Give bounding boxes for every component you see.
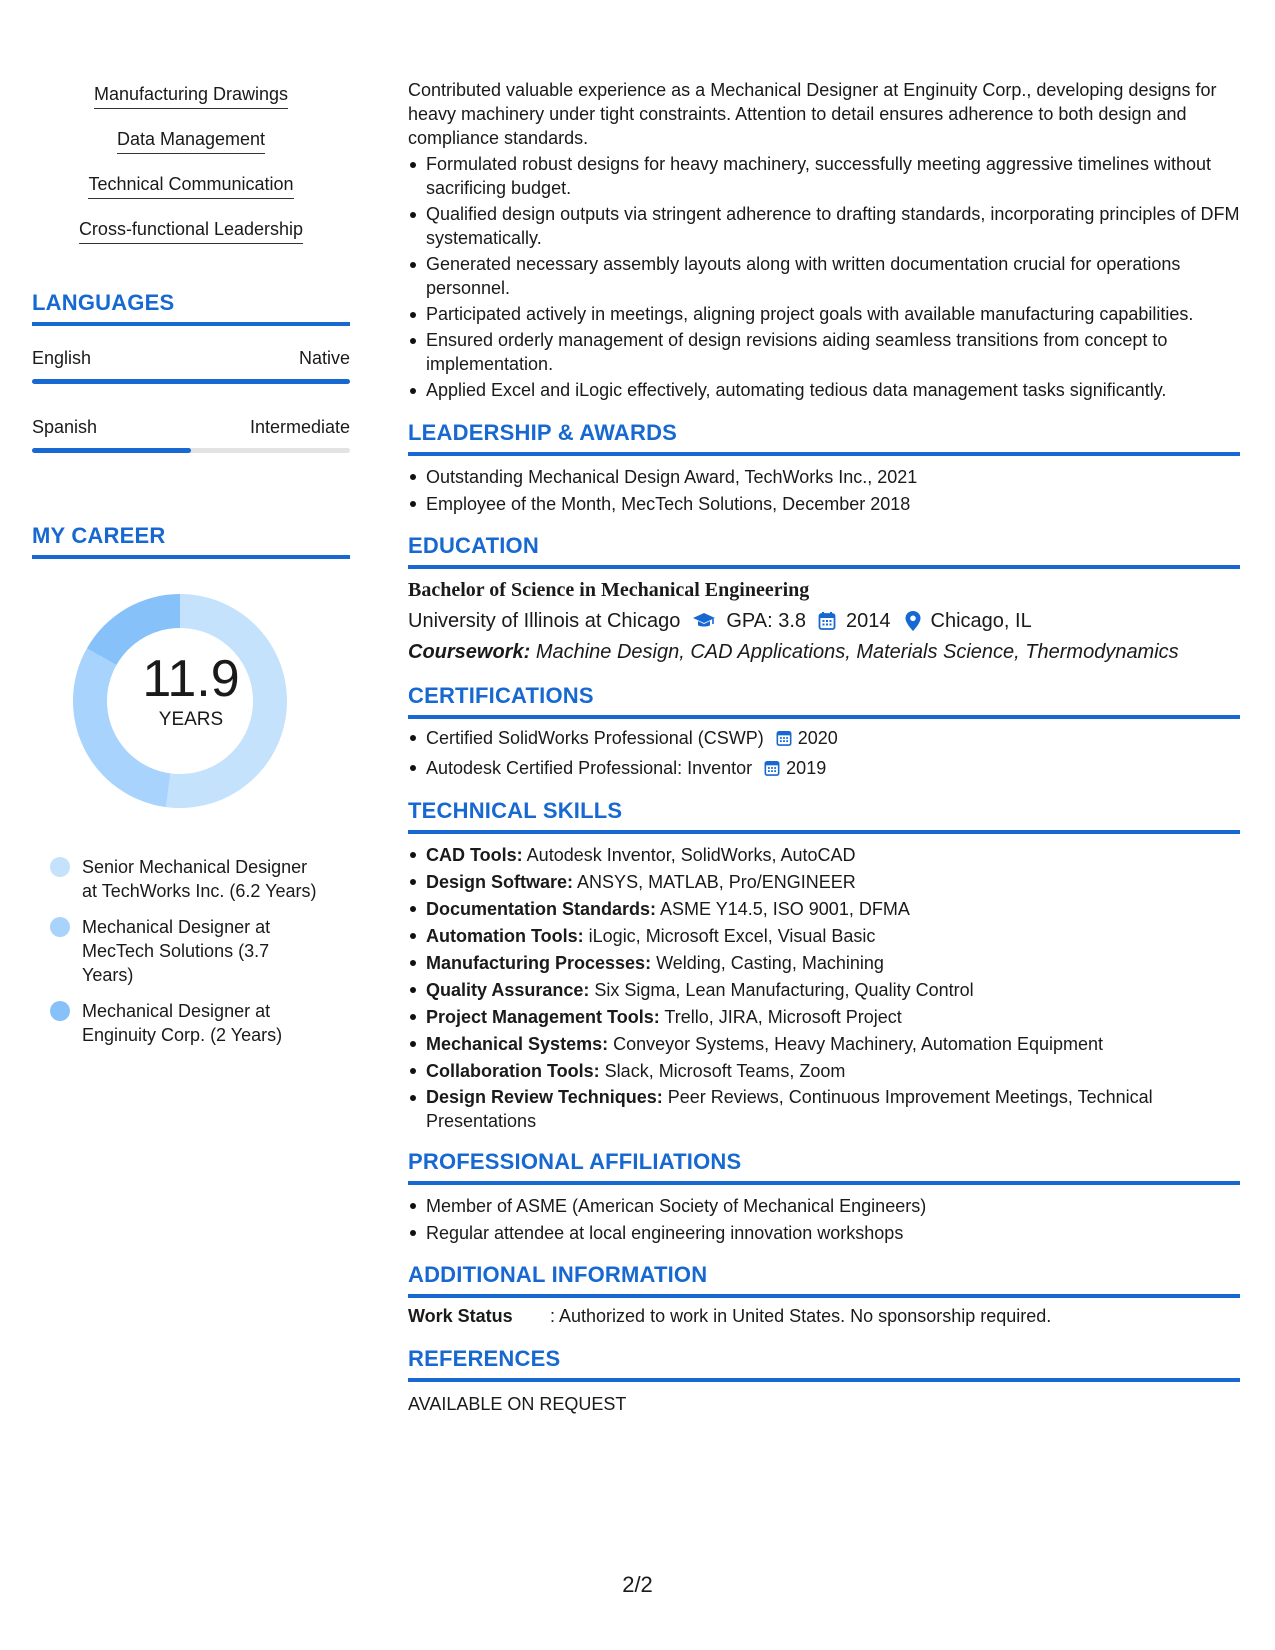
- school-name: University of Illinois at Chicago: [408, 610, 681, 632]
- list-item: Qualified design outputs via stringent adherence to drafting standards, incorporating principles of DFM systematically.: [408, 202, 1240, 250]
- career-total: 11.9: [142, 650, 240, 708]
- technical-skills-title: TECHNICAL SKILLS: [408, 798, 623, 823]
- skills-list: [32, 82, 350, 262]
- skill-item: Data Management: [32, 127, 350, 172]
- affiliations-section: [408, 1149, 1240, 1246]
- education-location: Chicago, IL: [930, 610, 1032, 632]
- education-details: [408, 605, 1240, 637]
- coursework-list: Machine Design, CAD Applications, Materials Science, Thermodynamics: [535, 641, 1179, 663]
- language-bar: [32, 448, 350, 453]
- language-bar-fill: [32, 448, 191, 453]
- list-item: Outstanding Mechanical Design Award, TechWorks Inc., 2021: [408, 464, 1240, 490]
- list-item: Formulated robust designs for heavy machinery, successfully meeting aggressive timelines without sacrificing budget.: [408, 152, 1240, 200]
- language-level: Intermediate: [249, 417, 350, 437]
- affiliations-title: PROFESSIONAL AFFILIATIONS: [408, 1149, 742, 1174]
- list-item: Documentation Standards: ASME Y14.5, ISO 9001, DFMA: [408, 896, 1240, 922]
- list-item: Collaboration Tools: Slack, Microsoft Teams, Zoom: [408, 1058, 1240, 1084]
- section-divider: [408, 1294, 1240, 1298]
- career-legend: [32, 855, 322, 1047]
- language-name: English: [32, 348, 92, 368]
- location-pin-icon: [905, 611, 921, 631]
- career-unit: YEARS: [158, 709, 224, 730]
- language-level: Native: [298, 348, 350, 368]
- awards-title: LEADERSHIP & AWARDS: [408, 420, 678, 445]
- list-item: Automation Tools: iLogic, Microsoft Excel, Visual Basic: [408, 923, 1240, 949]
- legend-dot: [50, 857, 70, 877]
- references-text: AVAILABLE ON REQUEST: [408, 1394, 627, 1414]
- technical-skills-section: [408, 798, 1240, 1133]
- list-item: Mechanical Systems: Conveyor Systems, Heavy Machinery, Automation Equipment: [408, 1031, 1240, 1057]
- certifications-section: [408, 683, 1240, 784]
- calendar-icon: [764, 758, 780, 784]
- right-column: [408, 78, 1240, 1416]
- career-donut: [32, 581, 350, 821]
- coursework: [408, 637, 1240, 667]
- language-row: [32, 348, 350, 384]
- list-item: Design Review Techniques: Peer Reviews, Continuous Improvement Meetings, Technical Presentations: [408, 1085, 1240, 1133]
- section-divider: [408, 452, 1240, 456]
- career-title: MY CAREER: [32, 523, 166, 548]
- section-divider: [32, 555, 350, 559]
- list-item: Ensured orderly management of design revisions aiding seamless transitions from concept to implementation.: [408, 328, 1240, 376]
- education-section: [408, 533, 1240, 667]
- work-status-label: Work Status: [408, 1306, 513, 1326]
- skill-item: Cross-functional Leadership: [32, 217, 350, 262]
- experience-bullets: [408, 152, 1240, 402]
- language-name: Spanish: [32, 417, 98, 437]
- list-item: Manufacturing Processes: Welding, Casting, Machining: [408, 950, 1240, 976]
- list-item: Design Software: ANSYS, MATLAB, Pro/ENGINEER: [408, 869, 1240, 895]
- cert-year: 2020: [797, 728, 838, 748]
- cert-year: 2019: [786, 758, 827, 778]
- skill-item: Technical Communication: [32, 172, 350, 217]
- additional-info-section: [408, 1262, 1240, 1328]
- list-item: Applied Excel and iLogic effectively, automating tedious data management tasks significantly.: [408, 378, 1240, 402]
- section-divider: [408, 715, 1240, 719]
- certifications-title: CERTIFICATIONS: [408, 683, 594, 708]
- awards-section: [408, 420, 1240, 517]
- certifications-list: [408, 725, 1240, 784]
- references-title: REFERENCES: [408, 1346, 561, 1371]
- section-divider: [408, 1181, 1240, 1185]
- career-legend-item: Mechanical Designer at MecTech Solutions (3.7 Years): [50, 915, 322, 987]
- section-divider: [408, 1378, 1240, 1382]
- career-legend-item: Senior Mechanical Designer at TechWorks Inc. (6.2 Years): [50, 855, 322, 903]
- language-bar: [32, 379, 350, 384]
- career-section: [32, 523, 350, 1047]
- experience-intro: Contributed valuable experience as a Mechanical Designer at Enginuity Corp., developing designs for heavy machinery under tight constraints. Attention to detail ensures adherence to both design and compliance standards.: [408, 80, 1217, 148]
- legend-dot: [50, 1001, 70, 1021]
- list-item: Project Management Tools: Trello, JIRA, Microsoft Project: [408, 1004, 1240, 1030]
- language-row: [32, 417, 350, 453]
- calendar-icon: [776, 728, 792, 754]
- languages-title: LANGUAGES: [32, 290, 175, 315]
- list-item: Employee of the Month, MecTech Solutions, December 2018: [408, 491, 1240, 517]
- awards-list: [408, 464, 1240, 517]
- career-legend-item: Mechanical Designer at Enginuity Corp. (2 Years): [50, 999, 322, 1047]
- languages-section: [32, 290, 350, 453]
- skill-item: Manufacturing Drawings: [32, 82, 350, 127]
- language-bar-fill: [32, 379, 350, 384]
- section-divider: [408, 830, 1240, 834]
- graduation-year: 2014: [846, 610, 891, 632]
- coursework-label: Coursework:: [408, 641, 531, 663]
- affiliations-list: [408, 1193, 1240, 1246]
- graduation-cap-icon: [692, 612, 716, 630]
- additional-info-title: ADDITIONAL INFORMATION: [408, 1262, 708, 1287]
- list-item: Autodesk Certified Professional: Inventor 2019: [408, 755, 1240, 784]
- list-item: Certified SolidWorks Professional (CSWP) 2020: [408, 725, 1240, 754]
- left-column: [32, 82, 350, 1059]
- gpa: GPA: 3.8: [726, 610, 807, 632]
- list-item: Regular attendee at local engineering innovation workshops: [408, 1220, 1240, 1246]
- list-item: Member of ASME (American Society of Mechanical Engineers): [408, 1193, 1240, 1219]
- work-status-value: : Authorized to work in United States. No sponsorship required.: [550, 1306, 1052, 1326]
- legend-dot: [50, 917, 70, 937]
- work-status-row: [408, 1304, 1240, 1328]
- references-section: [408, 1346, 1240, 1416]
- list-item: Generated necessary assembly layouts along with written documentation crucial for operations personnel.: [408, 252, 1240, 300]
- page-number: 2/2: [622, 1572, 653, 1597]
- list-item: Participated actively in meetings, aligning project goals with available manufacturing capabilities.: [408, 302, 1240, 326]
- list-item: CAD Tools: Autodesk Inventor, SolidWorks, AutoCAD: [408, 842, 1240, 868]
- section-divider: [32, 322, 350, 326]
- degree: Bachelor of Science in Mechanical Engineering: [408, 579, 810, 601]
- education-title: EDUCATION: [408, 533, 539, 558]
- section-divider: [408, 565, 1240, 569]
- technical-skills-list: [408, 842, 1240, 1133]
- list-item: Quality Assurance: Six Sigma, Lean Manufacturing, Quality Control: [408, 977, 1240, 1003]
- calendar-icon: [818, 611, 836, 631]
